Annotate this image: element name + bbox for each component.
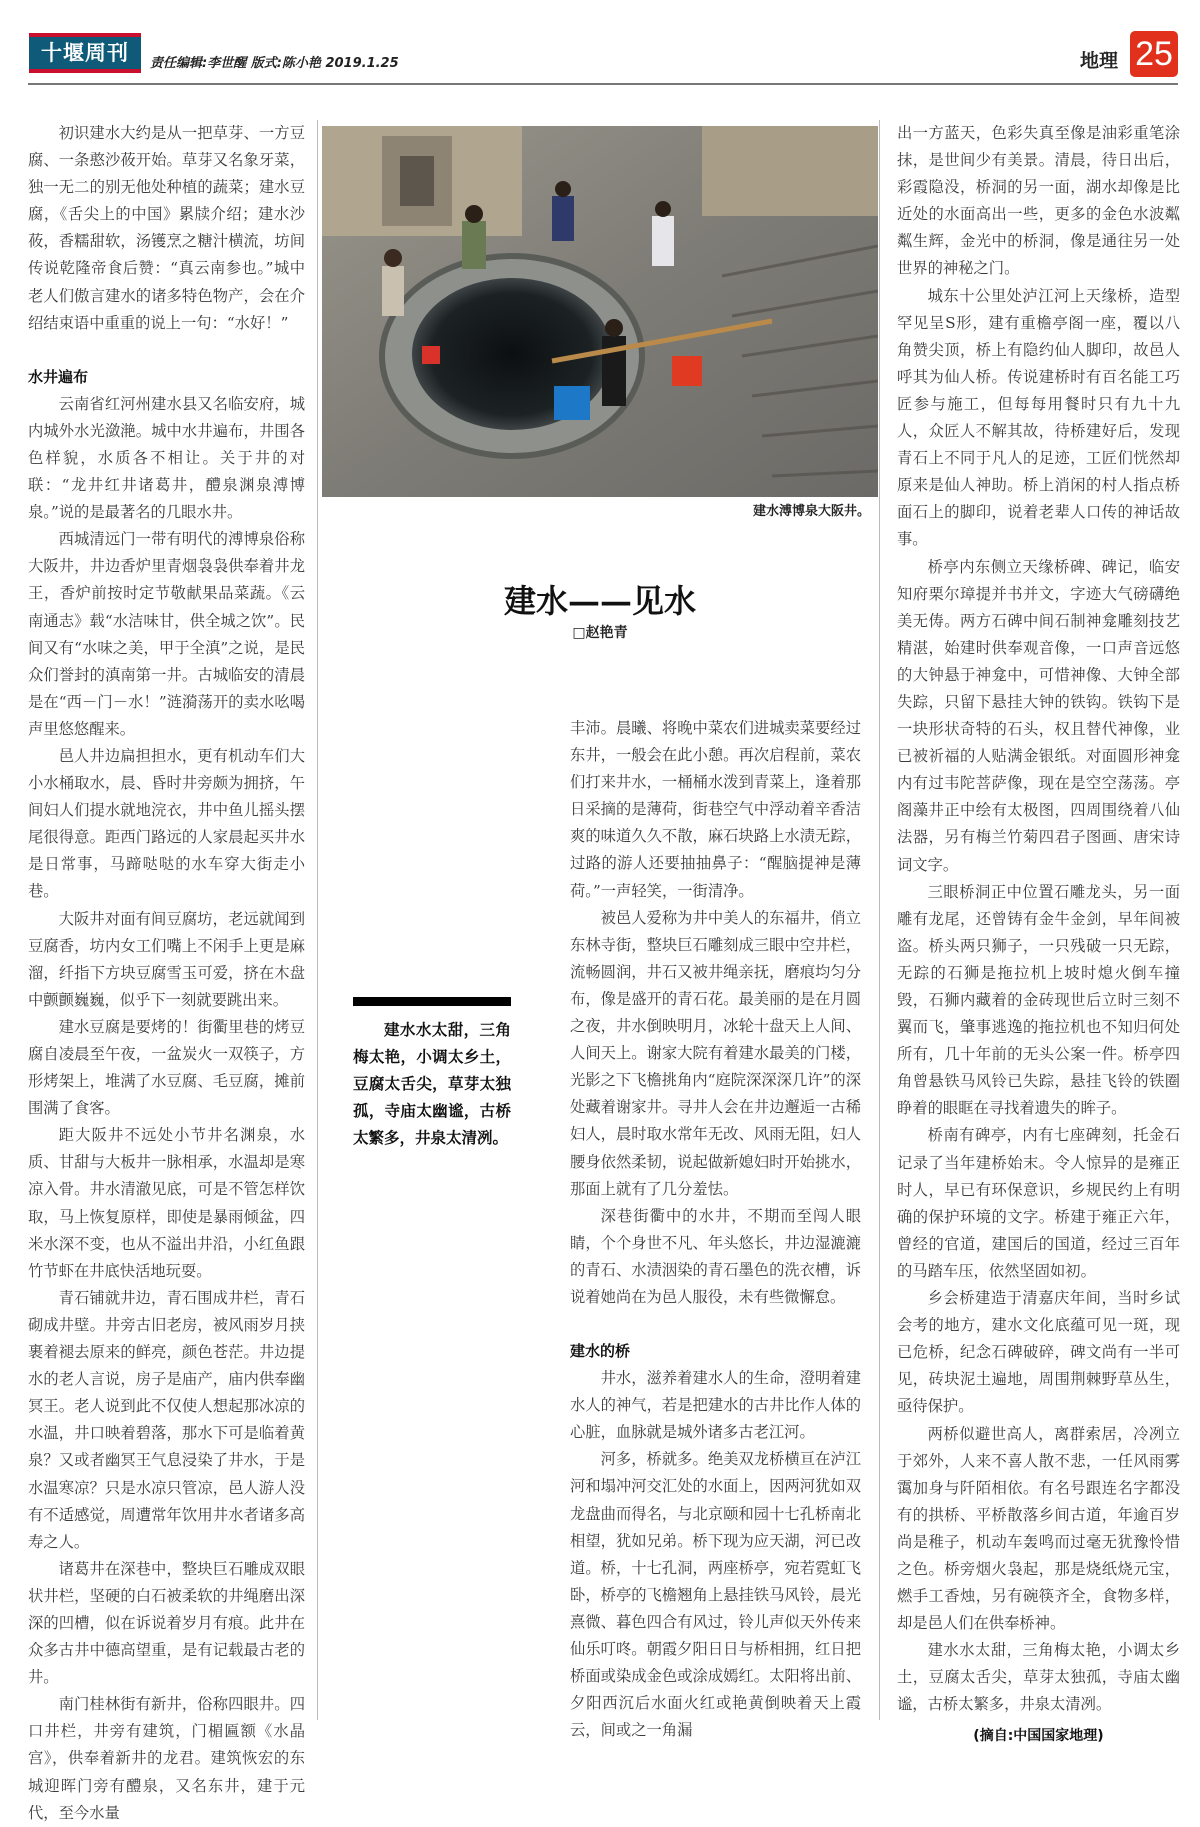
- paragraph: 诸葛井在深巷中，整块巨石雕成双眼状井栏，坚硬的白石被柔软的井绳磨出深深的凹槽，似在诉说着岁月有痕。此井在众多古井中德高望重，是有记载最古老的井。: [28, 1559, 305, 1687]
- column-divider: [879, 120, 880, 1720]
- section-heading-bridges: 建水的桥: [570, 1342, 631, 1361]
- section-heading-wells: 水井遍布: [28, 367, 89, 386]
- paragraph: 乡会桥建造于清嘉庆年间，当时乡试会考的地方，建水文化底蕴可见一斑，现已危桥，纪念石碑破碎，碑文尚有一半可见，砖块泥土遍地，周围荆棘野草丛生，亟待保护。: [897, 1289, 1180, 1416]
- pull-quote: [353, 1016, 511, 1151]
- left-column: [28, 120, 305, 1827]
- editor-credits: 责任编辑:李世醒 版式:陈小艳 2019.1.25: [150, 56, 399, 71]
- paragraph: 深巷街衢中的水井，不期而至闯人眼睛，个个身世不凡、年头悠长，井边湿漉漉的青石、水渍洇染的青石墨色的洗衣槽，诉说着她尚在为邑人服役，未有些微懈怠。: [570, 1206, 861, 1306]
- paragraph: 井水，滋养着建水人的生命，澄明着建水人的神气，若是把建水的古井比作人体的心脏，血脉就是城外诸多古老江河。: [570, 1369, 861, 1442]
- paragraph: 初识建水大约是从一把草芽、一方豆腐、一条憨沙莜开始。草芽又名象牙菜，独一无二的别无他处种植的蔬菜；建水豆腐，《舌尖上的中国》累牍介绍；建水沙莜，香糯甜软，汤镬烹之糖汁横流，坊间传说乾隆帝食后赞：“真云南参也。”城中老人们傲言建水的诸多特色物产，会在介绍结束语中重重的说上一句：“水好！”: [28, 124, 305, 332]
- source-attribution: (摘自:中国国家地理): [973, 1727, 1104, 1744]
- column-divider: [317, 120, 318, 1720]
- paragraph: 建水水太甜，三角梅太艳，小调太乡土，豆腐太舌尖，草芽太独孤，寺庙太幽谧，古桥太繁多，井泉太清冽。: [897, 1641, 1180, 1714]
- well-photo-image: [322, 126, 878, 497]
- paragraph: 桥南有碑亭，内有七座碑刻，托金石记录了当年建桥始末。令人惊异的是雍正时人，早已有环保意识，乡规民约上有明确的保护环境的文字。桥建于雍正六年，曾经的官道，建国后的国道，经过三百年的马踏车压，依然坚固如初。: [897, 1126, 1180, 1280]
- paragraph: 两桥似避世高人，离群索居，冷冽立于郊外，人来不喜人散不悲，一任风雨雾霭加身与阡陌相依。有名号跟连名字都没有的拱桥、平桥散落乡间古道，年逾百岁尚是稚子，机动车轰鸣而过毫无犹豫怜惜之色。桥旁烟火袅起，那是烧纸烧元宝，燃手工香烛，另有碗筷齐全，食物多样，却是邑人们在供奉桥神。: [897, 1424, 1180, 1633]
- paragraph: 三眼桥洞正中位置石雕龙头，另一面雕有龙尾，还曾铸有金牛金剑，早年间被盗。桥头两只狮子，一只残破一只无踪，无踪的石狮是拖拉机上坡时熄火倒车撞毁，石狮内藏着的金砖现世后立时三刻不翼而飞，肇事逃逸的拖拉机也不知归何处所有，几十年前的无头公案一件。桥亭四角曾悬铁马风铃已失踪，悬挂飞铃的铁圈睁着的眼眶在寻找着遗失的眸子。: [897, 882, 1180, 1118]
- article-byline: □赵艳青: [572, 625, 628, 641]
- paragraph: 建水豆腐是要烤的！街衢里巷的烤豆腐自凌晨至午夜，一盆炭火一双筷子，方形烤架上，堆满了水豆腐、毛豆腐，摊前围满了食客。: [28, 1017, 305, 1118]
- newspaper-logo: 十堰周刊: [29, 33, 141, 73]
- paragraph: 云南省红河州建水县又名临安府，城内城外水光潋滟。城中水井遍布，井围各色样貌，水质各不相让。关于井的对联：“龙井红井诸葛井，醴泉渊泉溥博泉。”说的是最著名的几眼水井。: [28, 394, 305, 522]
- paragraph: 邑人井边扁担担水，更有机动车们大小水桶取水，晨、昏时井旁颇为拥挤，午间妇人们提水就地浣衣，井中鱼儿摇头摆尾很得意。距西门路远的人家晨起买井水是日常事，马蹄哒哒的水车穿大街走小巷。: [28, 746, 305, 901]
- article-title: 建水——见水: [503, 582, 696, 620]
- middle-column: [570, 715, 861, 1744]
- paragraph: 桥亭内东侧立天缘桥碑、碑记，临安知府栗尔璋提并书并文，字迹大气磅礴绝美无俦。两方石碑中间石制神龛雕刻技艺精湛，始建时供奉观音像，一口声音远悠的大钟悬于神龛中，可惜神像、大钟全部失踪，只留下悬挂大钟的铁钩。铁钩下是一块形状奇特的石头，权且替代神像，业已被祈福的人贴满金银纸。对面圆形神龛内有过韦陀菩萨像，现在是空空荡荡。亭阁藻井正中绘有太极图，四周围绕着八仙法器，另有梅兰竹菊四君子图画、唐宋诗词文字。: [897, 557, 1180, 874]
- photo-caption: 建水溥博泉大阪井。: [752, 504, 870, 519]
- paragraph: 西城清远门一带有明代的溥博泉俗称大阪井，井边香炉里青烟袅袅供奉着井龙王，香炉前按时定节敬献果品菜蔬。《云南通志》载“水洁味甘，供全城之饮”。民间又有“水味之美，甲于全滇”之说，是民众们誉封的滇南第一井。古城临安的清晨是在“西－门－水！”涟漪荡开的卖水吆喝声里悠悠醒来。: [28, 530, 305, 738]
- pull-quote-text: 建水水太甜，三角梅太艳，小调太乡土，豆腐太舌尖，草芽太独孤，寺庙太幽谧，古桥太繁多，井泉太清冽。: [353, 1020, 511, 1147]
- page-number-badge: 25: [1130, 31, 1178, 77]
- paragraph: 青石铺就井边，青石围成井栏，青石砌成井壁。井旁古旧老房，被风雨岁月挟裹着褪去原来的鲜亮，颜色苍茫。井边提水的老人言说，房子是庙产，庙内供奉幽冥王。老人说到此不仅使人想起那冰凉的水温，井口映着碧落，那水下可是临着黄泉？又或者幽冥王气息浸染了井水，于是水温寒凉？只是水凉只管凉，邑人游人没有不适感觉，周遭常年饮用井水者诸多高寿之人。: [28, 1288, 305, 1551]
- section-label: 地理: [1079, 50, 1118, 72]
- paragraph: 距大阪井不远处小节井名渊泉，水质、甘甜与大板井一脉相承，水温却是寒凉入骨。井水清澈见底，可是不管怎样饮取，马上恢复原样，即使是暴雨倾盆，四米水深不变，也从不溢出井沿，小红鱼跟竹节虾在井底快活地玩耍。: [28, 1126, 305, 1280]
- paragraph: 被邑人爱称为井中美人的东福井，俏立东林寺街，整块巨石雕刻成三眼中空井栏，流畅圆润，井石又被井绳亲抚，磨痕均匀分布，像是盛开的青石花。最美丽的是在月圆之夜，井水倒映明月，冰轮十盘天上人间、人间天上。谢家大院有着建水最美的门楼，光影之下飞檐挑角内“庭院深深深几许”的深处藏着谢家井。寻井人会在井边邂逅一古稀妇人，晨时取水常年无改、风雨无阻，妇人腰身依然柔韧，说起做新媳妇时开始挑水，那面上就有了几分羞怯。: [570, 908, 861, 1198]
- paragraph: 城东十公里处泸江河上天缘桥，造型罕见呈S形，建有重檐亭阁一座，覆以八角赞尖顶，桥上有隐约仙人脚印，故邑人呼其为仙人桥。传说建桥时有百名能工巧匠参与施工，但每每用餐时只有九十九人，众匠人不解其故，待桥建好后，发现青石上不同于凡人的足迹，工匠们恍然却原来是仙人神助。桥上消闲的村人指点桥面石上的脚印，说着老辈人口传的神话故事。: [897, 286, 1180, 549]
- well-photo: [322, 126, 878, 497]
- paragraph: 丰沛。晨曦、将晚中菜农们进城卖菜要经过东井，一般会在此小憩。再次启程前，菜农们打来井水，一桶桶水泼到青菜上，逢着那日采摘的是薄荷，街巷空气中浮动着辛香洁爽的味道久久不散，麻石块路上水渍无踪，过路的游人还要抽抽鼻子：“醒脑提神是薄荷。”一声轻笑，一街清净。: [570, 719, 861, 900]
- paragraph: 河多，桥就多。绝美双龙桥横亘在泸江河和塌冲河交汇处的水面上，因两河犹如双龙盘曲而得名，与北京颐和园十七孔桥南北相望，犹如兄弟。桥下现为应天湖，河已改道。桥，十七孔洞，两座桥亭，宛若霓虹飞卧，桥亭的飞檐翘角上悬挂铁马风铃，晨光熹微、暮色四合有风过，铃儿声似天外传来仙乐叮咚。朝霞夕阳日日与桥相拥，红日把桥面或染成金色或涂成嫣红。太阳将出前、夕阳西沉后水面火红或艳黄倒映着天上霞云，间或之一角漏: [570, 1450, 861, 1740]
- paragraph: 南门桂林街有新井，俗称四眼井。四口井栏，井旁有建筑，门楣匾额《水晶宫》，供奉着新井的龙君。建筑恢宏的东城迎晖门旁有醴泉，又名东井，建于元代，至今水量: [28, 1695, 305, 1822]
- header-divider: [28, 83, 1178, 85]
- pull-quote-bar: [353, 997, 511, 1006]
- right-column: [897, 120, 1180, 1750]
- paragraph: 大阪井对面有间豆腐坊，老远就闻到豆腐香，坊内女工们嘴上不闲手上更是麻溜，纤指下方块豆腐雪玉可爱，挤在木盘中颤颤巍巍，似乎下一刻就要跳出来。: [28, 909, 305, 1009]
- paragraph: 出一方蓝天，色彩失真至像是油彩重笔涂抹，是世间少有美景。清晨，待日出后，彩霞隐没，桥洞的另一面，湖水却像是比近处的水面高出一些，更多的金色水波粼粼生辉，金光中的桥洞，像是通往另一处世界的神秘之门。: [897, 124, 1180, 278]
